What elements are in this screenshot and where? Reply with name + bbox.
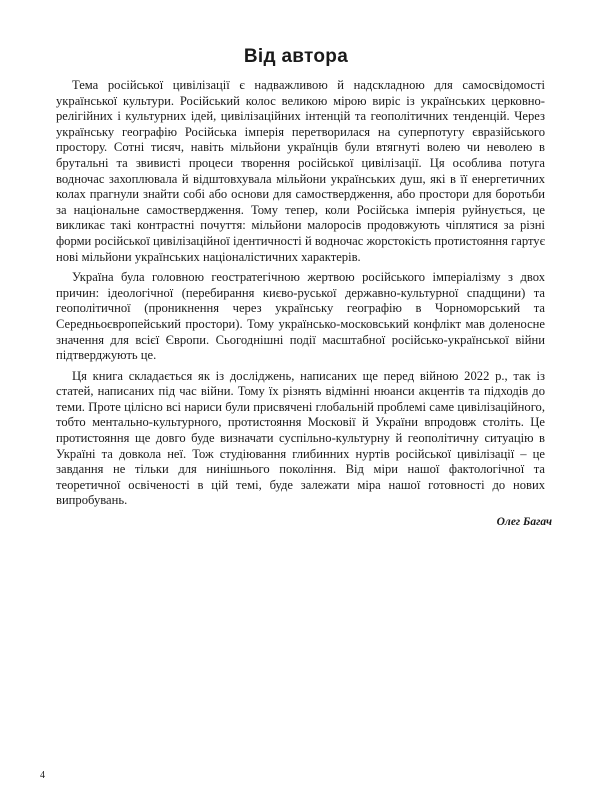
paragraph-3: Ця книга складається як із досліджень, написаних ще перед війною 2022 р., так із статей, написаних під час війни. Тому їх різнять відмінні нюанси акцентів та підходів до теми. Проте цілісно всі нариси були присвячені глобальній проблемі саме цивілізаційного, тобто ментально-культурного, протистояння Московії й України впродовж століть. Це протистояння ще довго буде визначати суспільно-культурну й геополітичну ситуацію в Україні та довкола неї. Тож студіювання глибинних нуртів російської цивілізації – це завдання не тільки для нинішнього покоління. Від міри нашої фактологічної та теоретичної освіченості в цій темі, буде залежати міра нашої готовності до нових випробувань. xyxy=(56,368,545,508)
paragraph-2: Україна була головною геостратегічною жертвою російського імперіалізму з двох причин: ідеологічної (перебирання києво-руської державно-культурної спадщини) та геополітичної (проникнення через українську географію в Чорноморський та Середньоєвропейський простори). Тому українсько-московський конфлікт мав доленосне значення для всієї Європи. Сьогоднішні події масштабної російсько-української війни підтверджують це. xyxy=(56,270,545,363)
preface-text xyxy=(56,78,545,514)
paragraph-1: Тема російської цивілізації є надважливою й надскладною для самосвідомості української культури. Російський колос великою мірою виріс із українських церковно-релігійних і культурних ідей, цивілізаційних інтенцій та геополітичних тенденцій. Через українську географію Російська імперія перетворилася на суперпотугу євразійського простору. Сотні тисяч, навіть мільйони українців були втягнуті волею чи неволею в брутальні та звивисті процеси творення російської цивілізації. Ця особлива потуга водночас захоплювала й відштовхувала мільйони українських душ, які в її енергетичних колах прагнули знайти собі або основи для самоствердження, або простори для боротьби за національне самоствердження. Тому тепер, коли Російська імперія руйнується, це викликає такі контрастні почуття: мільйони малоросів продовжують чіплятися за різні форми російської цивілізаційної ідентичності й водночас жорстокість протистояння гартує нові мільйони українських націоналістичних характерів. xyxy=(56,78,545,264)
page-number: 4 xyxy=(40,770,45,781)
author-signature: Олег Багач xyxy=(496,516,552,528)
page-title: Від автора xyxy=(243,46,349,67)
